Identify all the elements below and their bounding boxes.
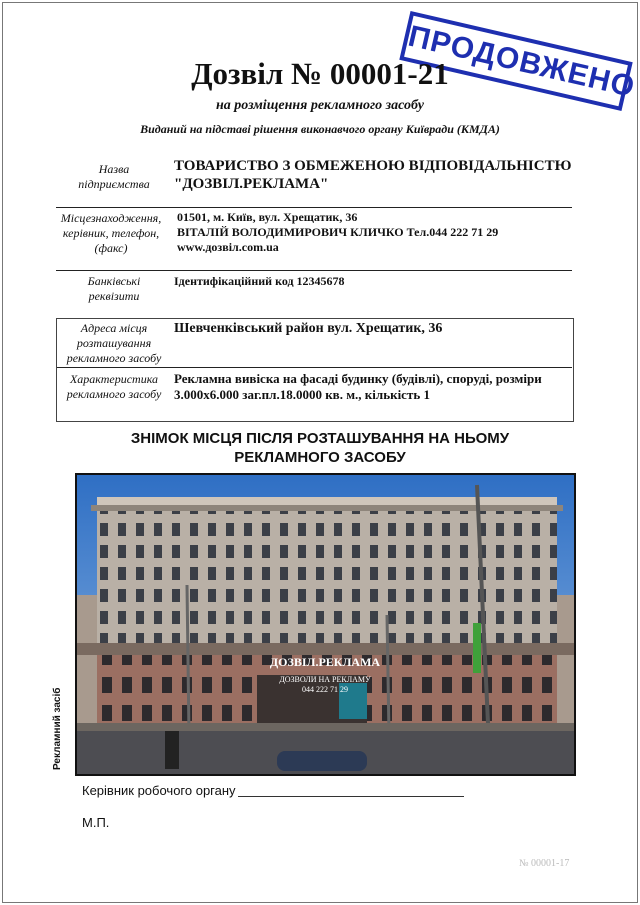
address-value: Шевченківський район вул. Хрещатик, 36 xyxy=(174,321,443,336)
extended-stamp: ПРОДОВЖЕНО xyxy=(399,11,632,111)
divider xyxy=(56,270,572,271)
ad-medium-vertical-label: Рекламний засіб xyxy=(52,687,63,770)
location-value: 01501, м. Київ, вул. Хрещатик, 36 ВІТАЛІЙ ВОЛОДИМИРОВИЧ КЛИЧКО Тел.044 222 71 29 www.дозвіл.com.ua xyxy=(177,210,499,254)
document-number: № 00001-17 xyxy=(519,858,570,869)
permit-subtitle: на розміщення рекламного засобу xyxy=(216,98,424,113)
bank-label: Банківські реквізити xyxy=(87,274,141,303)
permit-basis: Виданий на підставі рішення виконавчого органу Київради (КМДА) xyxy=(140,122,500,136)
seal-label: М.П. xyxy=(82,815,110,830)
sign-tagline: ДОЗВОЛИ НА РЕКЛАМУ xyxy=(279,675,371,684)
characteristics-label: Характеристика рекламного засобу xyxy=(66,372,162,401)
location-photo xyxy=(75,473,576,776)
signature-line xyxy=(238,796,464,797)
photo-title: ЗНІМОК МІСЦЯ ПІСЛЯ РОЗТАШУВАННЯ НА НЬОМУ РЕКЛАМНОГО ЗАСОБУ xyxy=(130,430,510,466)
address-label: Адреса місця розташування рекламного засобу xyxy=(66,321,162,365)
signer-label: Керівник робочого органу xyxy=(82,783,236,798)
building-photo xyxy=(77,475,574,774)
divider xyxy=(56,207,572,208)
characteristics-value: Рекламна вивіска на фасаді будинку (будівлі), споруді, розміри 3.000х6.000 заг.пл.18.0000 кв. м., кількість 1 xyxy=(174,371,542,402)
sign-name: ДОЗВІЛ.РЕКЛАМА xyxy=(269,655,381,669)
sign-phone: 044 222 71 29 xyxy=(302,685,348,694)
company-value: ТОВАРИСТВО З ОБМЕЖЕНОЮ ВІДПОВІДАЛЬНІСТЮ "ДОЗВІЛ.РЕКЛАМА" xyxy=(174,158,572,192)
divider xyxy=(57,367,572,368)
location-label: Місцезнаходження, керівник, телефон, (факс) xyxy=(60,211,162,255)
company-label: Назва підприємства xyxy=(78,162,150,191)
bank-value: Ідентифікаційний код 12345678 xyxy=(174,274,345,288)
permit-title: Дозвіл № 00001-21 xyxy=(191,56,449,91)
